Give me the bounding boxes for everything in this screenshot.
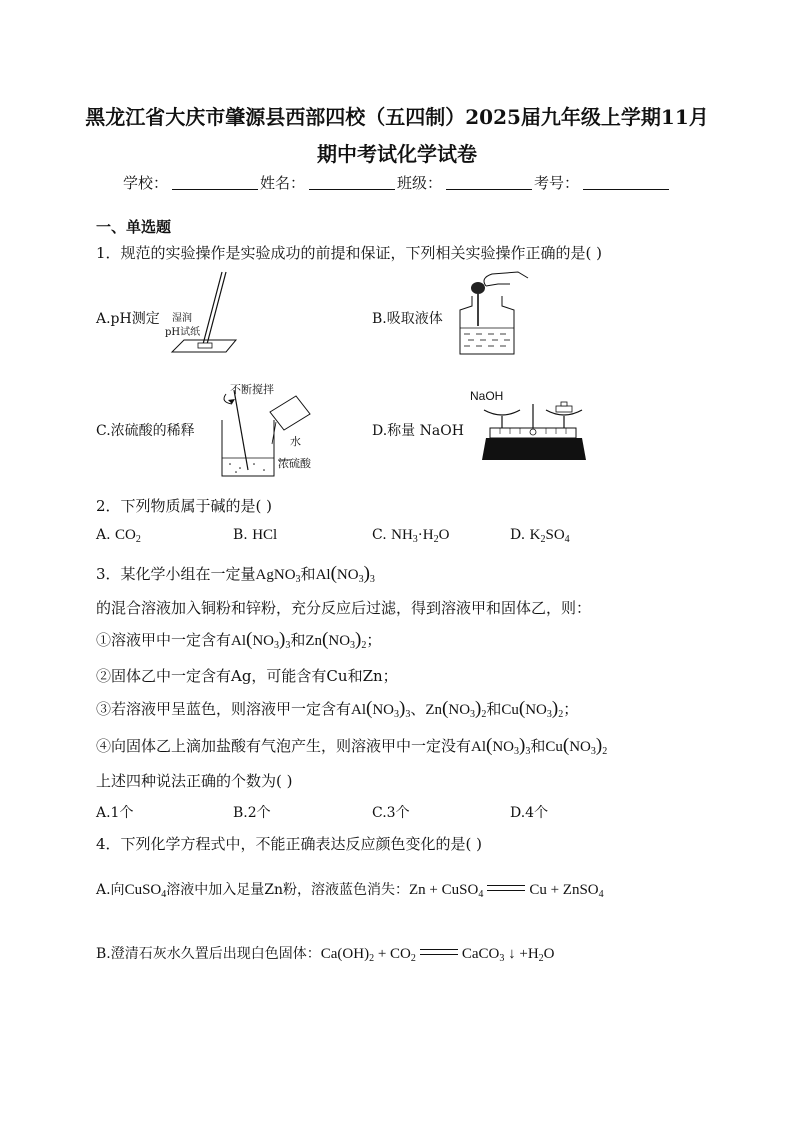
q1-option-a[interactable]: A.pH测定 (96, 311, 160, 327)
q3-s1-and: 和 (290, 631, 306, 649)
q3-s3-zn: $Zn(NO_3)_2$ (425, 698, 487, 720)
q3-line2: 的混合溶液加入铜粉和锌粉，充分反应后过滤，得到溶液甲和固体乙，则： (96, 599, 592, 617)
q3-s4-al: $Al(NO_3)_3$ (471, 735, 531, 757)
q3-s3-end: ； (563, 700, 579, 718)
page-subtitle: 期中考试化学试卷 (317, 142, 477, 166)
q3-s3-al: $Al(NO_3)_3$ (351, 698, 411, 720)
q3-agno3: AgNO$_3$ (255, 567, 301, 585)
q4-a-text: 溶液中加入足量Zn粉，溶液蓝色消失： (166, 882, 409, 898)
q3-stem-text: 3．某化学小组在一定量 (96, 565, 256, 583)
q3-s1-end: ； (366, 631, 382, 649)
q2-option-a[interactable] (96, 527, 141, 544)
q1-stem: 1．规范的实验操作是实验成功的前提和保证，下列相关实验操作正确的是( ) (96, 244, 603, 262)
acid-label-water: 水 (290, 435, 301, 448)
q3-statement-4 (96, 735, 607, 757)
q2-b-formula: HCl (252, 527, 278, 543)
class-blank[interactable] (446, 173, 532, 190)
q3-s3-sep: 、 (410, 700, 426, 718)
q3-statement-3 (96, 698, 578, 720)
number-field (534, 172, 669, 193)
q4-option-a[interactable] (96, 879, 604, 899)
q3-alno33: $Al(NO_3)_3$ (315, 563, 375, 585)
q2-c-prefix: C. (372, 527, 387, 543)
q1-option-d[interactable]: D.称量 NaOH (372, 423, 464, 439)
q2-a-formula: $CO_2$ (115, 527, 141, 545)
section-title: 一、单选题 (96, 218, 172, 236)
q3-option-a[interactable]: A.1个 (96, 805, 134, 821)
dropper-figure (452, 266, 530, 358)
q3-s4-text: ④向固体乙上滴加盐酸有气泡产生，则溶液甲中一定没有 (96, 737, 472, 755)
class-label: 班级： (397, 174, 443, 192)
school-field (123, 172, 258, 193)
page-title: 黑龙江省大庆市肇源县西部四校（五四制）2025届九年级上学期11月 (85, 105, 709, 129)
q3-s1-text: ①溶液甲中一定含有 (96, 631, 232, 649)
q3-s4-cu: $Cu(NO_3)_2$ (545, 735, 608, 757)
q2-stem: 2．下列物质属于碱的是( ) (96, 497, 273, 515)
q3-question: 上述四种说法正确的个数为( ) (96, 772, 293, 790)
q2-d-prefix: D. (510, 527, 526, 543)
school-label: 学校： (123, 174, 169, 192)
q3-stem-and: 和 (300, 565, 316, 583)
name-field (260, 172, 395, 193)
q2-c-formula: $NH_3\cdot H_2O$ (391, 527, 450, 545)
q3-s4-and: 和 (530, 737, 546, 755)
q3-option-b[interactable]: B.2个 (233, 805, 271, 821)
q1-option-c[interactable]: C.浓硫酸的稀释 (96, 423, 195, 439)
acid-label-acid: 浓硫酸 (278, 457, 311, 470)
class-field (397, 172, 532, 193)
q2-option-b[interactable] (233, 527, 277, 544)
q4-option-b[interactable] (96, 943, 555, 963)
q3-s1-zn: $Zn(NO_3)_2$ (305, 629, 367, 651)
q4-b-equation: $Ca(OH)_2 + CO_2$ CaCO$_3$ ↓ $+H_2O$ (320, 946, 555, 964)
q3-statement-2: ②固体乙中一定含有Ag，可能含有Cu和Zn； (96, 667, 398, 685)
q2-b-prefix: B. (233, 527, 248, 543)
ph-label-wet: 湿润 (172, 313, 192, 324)
acid-label-stir: 不断搅拌 (230, 383, 274, 396)
number-blank[interactable] (583, 173, 669, 190)
number-label: 考号： (534, 174, 580, 192)
q3-statement-1 (96, 629, 381, 651)
q2-a-prefix: A. (96, 527, 111, 543)
q3-option-c[interactable]: C.3个 (372, 805, 410, 821)
q3-s3-text: ③若溶液甲呈蓝色，则溶液甲一定含有 (96, 700, 352, 718)
q3-s3-and: 和 (486, 700, 502, 718)
q3-option-d[interactable]: D.4个 (510, 805, 549, 821)
q4-stem: 4．下列化学方程式中，不能正确表达反应颜色变化的是( ) (96, 835, 483, 853)
q2-option-c[interactable] (372, 527, 449, 544)
q4-a-cuso4: CuSO$_4$ (124, 882, 167, 900)
q3-s1-al: $Al(NO_3)_3$ (231, 629, 291, 651)
balance-label-naoh: NaOH (470, 389, 504, 403)
q4-b-prefix: B.澄清石灰水久置后出现白色固体： (96, 946, 321, 962)
q4-a-prefix: A.向 (96, 882, 125, 898)
balance-figure (480, 400, 588, 464)
school-blank[interactable] (172, 173, 258, 190)
name-label: 姓名： (260, 174, 306, 192)
q3-stem (96, 563, 375, 585)
q3-s3-cu: $Cu(NO_3)_2$ (501, 698, 564, 720)
q2-option-d[interactable] (510, 527, 570, 544)
q2-d-formula: $K_2SO_4$ (529, 527, 570, 545)
name-blank[interactable] (309, 173, 395, 190)
q4-a-equation: Zn + CuSO$_4$ Cu + ZnSO$_4$ (409, 882, 604, 900)
q1-option-b[interactable]: B.吸取液体 (372, 311, 443, 327)
ph-label-paper: pH试纸 (165, 327, 201, 338)
